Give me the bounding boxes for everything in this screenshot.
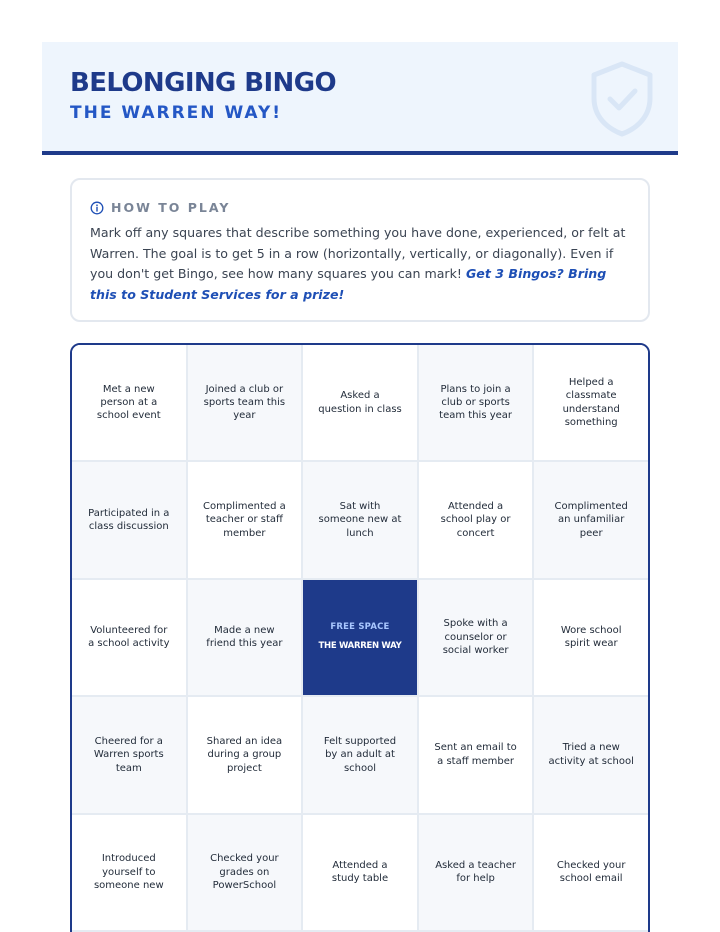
page-title: BELONGING BINGO (70, 68, 336, 98)
bingo-cell[interactable] (72, 345, 186, 460)
page-subtitle: THE WARREN WAY! (70, 103, 283, 123)
bingo-cell-text: Asked a teacher for help (435, 859, 516, 885)
bingo-cell-text: Checked your school email (556, 859, 626, 885)
header-banner (42, 42, 678, 155)
bingo-cell[interactable] (534, 815, 648, 930)
bingo-cell-text: Plans to join a club or sports team this year (439, 383, 513, 422)
bingo-cell-text: Shared an idea during a group project (206, 735, 283, 774)
how-to-play-label: HOW TO PLAY (111, 200, 231, 215)
bingo-cell[interactable] (188, 815, 302, 930)
instructions-text: Mark off any squares that describe something you have done, experienced, or felt at Warren. The goal is to get 5 in a row (horizontally, vertically, or diagonally). Even if you don't get Bingo, see how many squares you can mark! (90, 225, 626, 281)
prize-callout: Get 3 Bingos? Bring this to Student Services for a prize! (90, 266, 607, 302)
bingo-board (70, 343, 650, 932)
bingo-cell[interactable] (72, 697, 186, 812)
bingo-cell[interactable] (303, 462, 417, 577)
bingo-cell[interactable] (188, 345, 302, 460)
bingo-cell-text: Spoke with a counselor or social worker (442, 618, 509, 657)
bingo-cell[interactable] (188, 697, 302, 812)
shield-check-icon (588, 60, 656, 138)
bingo-cell[interactable] (419, 580, 533, 695)
bingo-cell-text: Attended a study table (331, 859, 389, 885)
bingo-cell[interactable] (303, 345, 417, 460)
bingo-cell-text: Met a new person at a school event (96, 383, 161, 422)
bingo-cell-text: Introduced yourself to someone new (93, 853, 164, 891)
bingo-cell[interactable] (534, 345, 648, 460)
bingo-cell-text: Helped a classmate understand something (562, 376, 620, 429)
bingo-cell-text: Tried a new activity at school (548, 742, 634, 767)
bingo-cell[interactable] (419, 815, 533, 930)
bingo-cell-text: Complimented an unfamiliar peer (554, 500, 628, 539)
info-icon (90, 201, 104, 215)
bingo-cell-text: Felt supported by an adult at school (323, 735, 397, 774)
bingo-cell[interactable] (534, 697, 648, 812)
bingo-cell-text: Sent an email to a staff member (434, 742, 517, 767)
bingo-cell-text: Asked a question in class (318, 390, 402, 415)
free-space-sublabel: THE WARREN WAY (318, 641, 402, 652)
bingo-cell-text: Participated in a class discussion (88, 507, 170, 533)
how-to-play-heading (90, 200, 230, 215)
bingo-cell[interactable] (188, 580, 302, 695)
bingo-cell-text: Attended a school play or concert (440, 500, 511, 539)
bingo-cell[interactable] (419, 462, 533, 577)
bingo-cell[interactable] (188, 462, 302, 577)
bingo-cell[interactable] (72, 462, 186, 577)
bingo-cell-text: Volunteered for a school activity (88, 625, 170, 650)
bingo-cell[interactable] (72, 815, 186, 930)
bingo-cell[interactable] (72, 580, 186, 695)
bingo-grid (72, 345, 648, 930)
bingo-cell-text: Wore school spirit wear (560, 625, 622, 650)
how-to-play-box (70, 178, 650, 322)
bingo-cell-text: Checked your grades on PowerSchool (210, 853, 279, 891)
bingo-cell-text: Made a new friend this year (206, 625, 283, 650)
bingo-cell-text: Joined a club or sports team this year (203, 383, 286, 422)
free-space-label: FREE SPACE (330, 622, 390, 633)
how-to-play-text (90, 223, 635, 305)
bingo-cell[interactable] (534, 462, 648, 577)
bingo-cell-text: Cheered for a Warren sports team (93, 735, 164, 774)
bingo-cell-text: Sat with someone new at lunch (318, 500, 402, 539)
bingo-cell-text: Complimented a teacher or staff member (203, 500, 286, 539)
bingo-cell[interactable] (534, 580, 648, 695)
bingo-cell[interactable] (303, 815, 417, 930)
bingo-cell[interactable] (419, 697, 533, 812)
bingo-cell[interactable] (419, 345, 533, 460)
bingo-cell-free-space[interactable] (303, 580, 417, 695)
bingo-cell[interactable] (303, 697, 417, 812)
